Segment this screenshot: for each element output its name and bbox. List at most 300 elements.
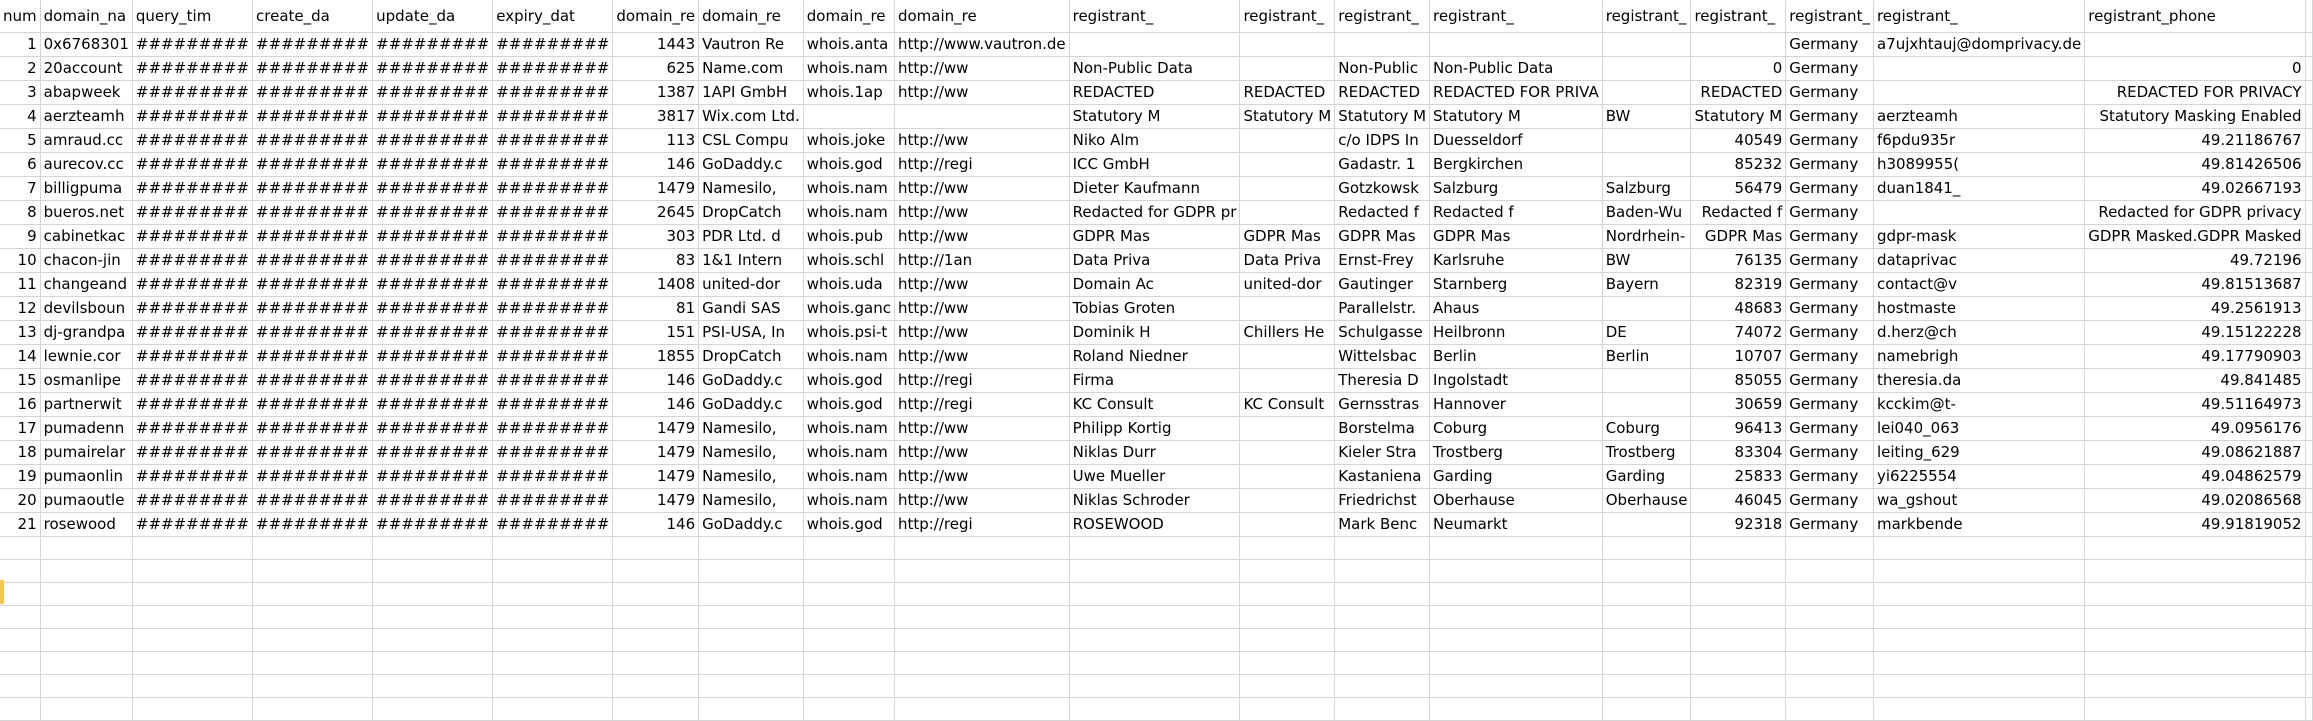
table-cell[interactable]: 74072 <box>1691 321 1786 345</box>
empty-cell[interactable] <box>1602 560 1691 583</box>
table-cell[interactable]: 16 <box>0 393 40 417</box>
table-cell[interactable]: Trostberg <box>1430 441 1603 465</box>
table-cell[interactable]: KC Consult <box>1240 393 1335 417</box>
empty-cell[interactable] <box>1430 652 1603 675</box>
table-cell[interactable]: Bayern <box>1602 273 1691 297</box>
table-cell[interactable]: ######### <box>132 153 252 177</box>
empty-cell[interactable] <box>1602 583 1691 606</box>
table-cell[interactable]: Germany <box>1786 297 1874 321</box>
table-cell[interactable]: 8 <box>0 201 40 225</box>
empty-cell[interactable] <box>1335 629 1430 652</box>
empty-cell[interactable] <box>1873 606 2084 629</box>
empty-cell[interactable] <box>699 560 804 583</box>
table-cell[interactable]: Germany <box>1786 81 1874 105</box>
table-cell[interactable]: 4 <box>0 105 40 129</box>
table-cell[interactable]: http://regi <box>894 369 1069 393</box>
empty-cell[interactable] <box>894 652 1069 675</box>
table-cell[interactable]: KC Consult <box>1069 393 1240 417</box>
table-cell[interactable]: 49.17790903 <box>2085 345 2305 369</box>
table-cell[interactable]: yi6225554 <box>1873 465 2084 489</box>
empty-cell[interactable] <box>1691 606 1786 629</box>
empty-cell[interactable] <box>1240 537 1335 560</box>
column-header[interactable]: registrant_phone <box>2085 0 2305 33</box>
empty-cell[interactable] <box>253 675 373 698</box>
table-cell[interactable]: GDPR Mas <box>1430 225 1603 249</box>
empty-cell[interactable] <box>1786 606 1874 629</box>
table-cell[interactable]: ######### <box>253 57 373 81</box>
empty-cell[interactable] <box>2085 675 2305 698</box>
table-cell[interactable]: Data Priva <box>1240 249 1335 273</box>
table-cell[interactable]: Uwe Mueller <box>1069 465 1240 489</box>
table-cell[interactable]: Salzburg <box>1430 177 1603 201</box>
table-cell[interactable]: devilsboun <box>40 297 132 321</box>
empty-cell[interactable] <box>1873 698 2084 721</box>
empty-cell[interactable] <box>2305 249 2312 273</box>
table-cell[interactable] <box>1602 153 1691 177</box>
empty-cell[interactable] <box>1602 675 1691 698</box>
table-cell[interactable]: ######### <box>493 129 613 153</box>
table-cell[interactable]: changeand <box>40 273 132 297</box>
table-cell[interactable]: 1479 <box>613 465 699 489</box>
table-cell[interactable]: ######### <box>373 369 493 393</box>
empty-cell[interactable] <box>1691 698 1786 721</box>
table-cell[interactable]: ######### <box>253 249 373 273</box>
table-cell[interactable]: ######### <box>132 273 252 297</box>
table-cell[interactable]: ######### <box>373 273 493 297</box>
table-cell[interactable]: whois.uda <box>803 273 894 297</box>
table-cell[interactable]: ######### <box>373 249 493 273</box>
empty-cell[interactable] <box>373 560 493 583</box>
empty-cell[interactable] <box>2305 33 2312 57</box>
table-cell[interactable] <box>1602 513 1691 537</box>
table-cell[interactable]: Statutory M <box>1335 105 1430 129</box>
empty-cell[interactable] <box>373 629 493 652</box>
table-cell[interactable]: 0x6768301 <box>40 33 132 57</box>
table-cell[interactable]: 1443 <box>613 33 699 57</box>
table-cell[interactable]: 12 <box>0 297 40 321</box>
empty-cell[interactable] <box>0 698 40 721</box>
empty-cell[interactable] <box>40 652 132 675</box>
table-cell[interactable]: http://ww <box>894 57 1069 81</box>
empty-cell[interactable] <box>1069 537 1240 560</box>
empty-cell[interactable] <box>493 606 613 629</box>
table-cell[interactable]: 1API GmbH <box>699 81 804 105</box>
table-cell[interactable]: 49.15122228 <box>2085 321 2305 345</box>
empty-cell[interactable] <box>1335 652 1430 675</box>
table-cell[interactable]: whois.ganc <box>803 297 894 321</box>
table-cell[interactable]: Friedrichst <box>1335 489 1430 513</box>
table-cell[interactable]: ######### <box>373 105 493 129</box>
empty-cell[interactable] <box>2305 201 2312 225</box>
table-cell[interactable]: 17 <box>0 417 40 441</box>
empty-cell[interactable] <box>1069 583 1240 606</box>
table-cell[interactable]: 19 <box>0 465 40 489</box>
table-cell[interactable]: ######### <box>253 33 373 57</box>
column-header[interactable]: num <box>0 0 40 33</box>
table-cell[interactable]: Redacted for GDPR pr <box>1069 201 1240 225</box>
table-cell[interactable]: lewnie.cor <box>40 345 132 369</box>
table-cell[interactable]: whois.nam <box>803 201 894 225</box>
table-cell[interactable]: partnerwit <box>40 393 132 417</box>
table-cell[interactable]: whois.1ap <box>803 81 894 105</box>
empty-cell[interactable] <box>1786 698 1874 721</box>
empty-cell[interactable] <box>613 652 699 675</box>
empty-cell[interactable] <box>1240 629 1335 652</box>
table-cell[interactable]: 303 <box>613 225 699 249</box>
table-cell[interactable]: ######### <box>132 177 252 201</box>
empty-cell[interactable] <box>493 537 613 560</box>
table-cell[interactable]: amraud.cc <box>40 129 132 153</box>
table-cell[interactable]: rosewood <box>40 513 132 537</box>
table-cell[interactable]: Germany <box>1786 153 1874 177</box>
empty-cell[interactable] <box>493 629 613 652</box>
table-cell[interactable]: GDPR Masked.GDPR Masked <box>2085 225 2305 249</box>
table-cell[interactable]: ######### <box>493 249 613 273</box>
empty-cell[interactable] <box>613 583 699 606</box>
empty-cell[interactable] <box>253 537 373 560</box>
empty-cell[interactable] <box>1873 652 2084 675</box>
empty-cell[interactable] <box>2305 297 2312 321</box>
table-cell[interactable]: Niko Alm <box>1069 129 1240 153</box>
empty-cell[interactable] <box>0 560 40 583</box>
table-cell[interactable]: a7ujxhtauj@domprivacy.de <box>1873 33 2084 57</box>
table-cell[interactable] <box>1240 417 1335 441</box>
table-cell[interactable]: BW <box>1602 105 1691 129</box>
table-cell[interactable]: Namesilo, <box>699 417 804 441</box>
empty-cell[interactable] <box>699 675 804 698</box>
column-header[interactable]: query_tim <box>132 0 252 33</box>
empty-cell[interactable] <box>2305 698 2312 721</box>
table-cell[interactable]: pumaoutle <box>40 489 132 513</box>
empty-cell[interactable] <box>1602 652 1691 675</box>
table-cell[interactable] <box>1240 441 1335 465</box>
table-cell[interactable]: 3 <box>0 81 40 105</box>
column-header[interactable]: domain_re <box>894 0 1069 33</box>
table-cell[interactable]: Germany <box>1786 321 1874 345</box>
table-cell[interactable]: ######### <box>373 441 493 465</box>
empty-cell[interactable] <box>2305 369 2312 393</box>
table-cell[interactable]: ######### <box>132 417 252 441</box>
table-cell[interactable]: ######### <box>132 81 252 105</box>
empty-cell[interactable] <box>2085 606 2305 629</box>
table-cell[interactable]: DropCatch <box>699 201 804 225</box>
table-cell[interactable] <box>1602 297 1691 321</box>
table-cell[interactable]: 85055 <box>1691 369 1786 393</box>
table-cell[interactable]: whois.nam <box>803 441 894 465</box>
table-cell[interactable]: ######### <box>373 513 493 537</box>
empty-cell[interactable] <box>894 675 1069 698</box>
empty-cell[interactable] <box>1240 583 1335 606</box>
table-cell[interactable]: GDPR Mas <box>1335 225 1430 249</box>
empty-cell[interactable] <box>894 698 1069 721</box>
empty-cell[interactable] <box>2305 606 2312 629</box>
table-cell[interactable]: Niklas Schroder <box>1069 489 1240 513</box>
empty-cell[interactable] <box>373 537 493 560</box>
table-cell[interactable]: ######### <box>132 513 252 537</box>
empty-cell[interactable] <box>2305 225 2312 249</box>
table-cell[interactable] <box>1240 33 1335 57</box>
table-cell[interactable]: Chillers He <box>1240 321 1335 345</box>
table-cell[interactable] <box>1602 57 1691 81</box>
table-cell[interactable]: Wittelsbac <box>1335 345 1430 369</box>
table-cell[interactable]: Berlin <box>1430 345 1603 369</box>
table-cell[interactable]: http://ww <box>894 273 1069 297</box>
empty-cell[interactable] <box>1873 560 2084 583</box>
empty-cell[interactable] <box>40 583 132 606</box>
empty-cell[interactable] <box>1873 583 2084 606</box>
empty-cell[interactable] <box>132 652 252 675</box>
empty-cell[interactable] <box>1335 560 1430 583</box>
table-cell[interactable]: namebrigh <box>1873 345 2084 369</box>
table-cell[interactable]: ######### <box>493 393 613 417</box>
table-cell[interactable]: REDACTED <box>1240 81 1335 105</box>
table-cell[interactable]: Statutory M <box>1240 105 1335 129</box>
empty-cell[interactable] <box>613 560 699 583</box>
table-cell[interactable] <box>1240 465 1335 489</box>
table-cell[interactable]: Germany <box>1786 33 1874 57</box>
table-cell[interactable]: Namesilo, <box>699 177 804 201</box>
table-cell[interactable]: http://ww <box>894 201 1069 225</box>
table-cell[interactable]: ######### <box>493 105 613 129</box>
table-cell[interactable]: 30659 <box>1691 393 1786 417</box>
table-cell[interactable] <box>1873 201 2084 225</box>
empty-cell[interactable] <box>2305 57 2312 81</box>
table-cell[interactable]: BW <box>1602 249 1691 273</box>
table-cell[interactable]: ######### <box>373 153 493 177</box>
table-cell[interactable]: ######### <box>132 201 252 225</box>
table-cell[interactable]: ######### <box>253 465 373 489</box>
table-cell[interactable]: ######### <box>373 321 493 345</box>
table-cell[interactable]: ######### <box>373 33 493 57</box>
empty-cell[interactable] <box>699 606 804 629</box>
empty-cell[interactable] <box>1335 537 1430 560</box>
table-cell[interactable]: ######### <box>253 129 373 153</box>
table-cell[interactable]: 151 <box>613 321 699 345</box>
table-cell[interactable]: ######### <box>253 393 373 417</box>
table-cell[interactable]: http://regi <box>894 153 1069 177</box>
table-cell[interactable]: ######### <box>493 345 613 369</box>
table-cell[interactable]: wa_gshout <box>1873 489 2084 513</box>
empty-cell[interactable] <box>1069 560 1240 583</box>
table-cell[interactable]: 2 <box>0 57 40 81</box>
table-cell[interactable]: 1479 <box>613 489 699 513</box>
table-cell[interactable]: Germany <box>1786 273 1874 297</box>
table-cell[interactable]: 1479 <box>613 177 699 201</box>
empty-cell[interactable] <box>1873 537 2084 560</box>
table-cell[interactable]: pumadenn <box>40 417 132 441</box>
table-cell[interactable]: Bergkirchen <box>1430 153 1603 177</box>
empty-cell[interactable] <box>1430 560 1603 583</box>
table-cell[interactable]: Germany <box>1786 345 1874 369</box>
empty-cell[interactable] <box>132 675 252 698</box>
table-cell[interactable]: 14 <box>0 345 40 369</box>
empty-cell[interactable] <box>1069 675 1240 698</box>
table-cell[interactable]: http://1an <box>894 249 1069 273</box>
table-cell[interactable]: 1855 <box>613 345 699 369</box>
empty-cell[interactable] <box>803 583 894 606</box>
table-cell[interactable]: ######### <box>493 57 613 81</box>
table-cell[interactable]: ######### <box>132 321 252 345</box>
table-cell[interactable]: Gotzkowsk <box>1335 177 1430 201</box>
table-cell[interactable]: 1 <box>0 33 40 57</box>
table-cell[interactable]: ######### <box>132 105 252 129</box>
table-cell[interactable]: dataprivac <box>1873 249 2084 273</box>
table-cell[interactable]: lei040_063 <box>1873 417 2084 441</box>
table-cell[interactable]: 49.08621887 <box>2085 441 2305 465</box>
table-cell[interactable]: 15 <box>0 369 40 393</box>
table-cell[interactable]: Tobias Groten <box>1069 297 1240 321</box>
table-cell[interactable]: ######### <box>253 105 373 129</box>
table-cell[interactable]: http://ww <box>894 489 1069 513</box>
table-cell[interactable]: 20account <box>40 57 132 81</box>
table-cell[interactable]: whois.nam <box>803 177 894 201</box>
table-cell[interactable]: ######### <box>253 81 373 105</box>
table-cell[interactable]: Non-Public <box>1335 57 1430 81</box>
table-cell[interactable] <box>1240 201 1335 225</box>
empty-cell[interactable] <box>803 560 894 583</box>
table-cell[interactable]: united-dor <box>1240 273 1335 297</box>
table-cell[interactable]: 56479 <box>1691 177 1786 201</box>
empty-cell[interactable] <box>699 652 804 675</box>
table-cell[interactable]: GoDaddy.c <box>699 513 804 537</box>
table-cell[interactable]: http://ww <box>894 441 1069 465</box>
table-cell[interactable]: ######### <box>253 201 373 225</box>
empty-cell[interactable] <box>2305 465 2312 489</box>
empty-cell[interactable] <box>253 583 373 606</box>
table-cell[interactable]: Heilbronn <box>1430 321 1603 345</box>
table-cell[interactable]: ######### <box>493 225 613 249</box>
column-header[interactable]: create_da <box>253 0 373 33</box>
empty-cell[interactable] <box>2305 153 2312 177</box>
table-cell[interactable]: GoDaddy.c <box>699 153 804 177</box>
table-cell[interactable]: ######### <box>493 321 613 345</box>
table-cell[interactable]: 1479 <box>613 417 699 441</box>
table-cell[interactable]: Non-Public Data <box>1069 57 1240 81</box>
table-cell[interactable]: PDR Ltd. d <box>699 225 804 249</box>
table-cell[interactable]: leiting_629 <box>1873 441 2084 465</box>
table-cell[interactable]: abapweek <box>40 81 132 105</box>
table-cell[interactable]: Roland Niedner <box>1069 345 1240 369</box>
table-cell[interactable]: ######### <box>253 321 373 345</box>
table-cell[interactable]: ######### <box>132 33 252 57</box>
table-cell[interactable]: Germany <box>1786 489 1874 513</box>
empty-cell[interactable] <box>1430 629 1603 652</box>
table-cell[interactable]: http://ww <box>894 177 1069 201</box>
table-cell[interactable]: kcckim@t- <box>1873 393 2084 417</box>
table-cell[interactable]: Statutory M <box>1069 105 1240 129</box>
table-cell[interactable]: Germany <box>1786 249 1874 273</box>
empty-cell[interactable] <box>2305 513 2312 537</box>
table-cell[interactable] <box>1240 57 1335 81</box>
table-cell[interactable]: 13 <box>0 321 40 345</box>
empty-cell[interactable] <box>699 583 804 606</box>
empty-cell[interactable] <box>493 698 613 721</box>
column-header[interactable]: domain_re <box>613 0 699 33</box>
table-cell[interactable]: Germany <box>1786 465 1874 489</box>
table-cell[interactable]: ######### <box>253 273 373 297</box>
table-cell[interactable] <box>2085 33 2305 57</box>
table-cell[interactable]: 83 <box>613 249 699 273</box>
empty-cell[interactable] <box>894 629 1069 652</box>
table-cell[interactable]: whois.nam <box>803 345 894 369</box>
table-cell[interactable]: 81 <box>613 297 699 321</box>
empty-cell[interactable] <box>1335 583 1430 606</box>
column-header[interactable]: registrant_ <box>1240 0 1335 33</box>
table-cell[interactable] <box>1691 33 1786 57</box>
table-cell[interactable]: 96413 <box>1691 417 1786 441</box>
table-cell[interactable]: contact@v <box>1873 273 2084 297</box>
table-cell[interactable]: ######### <box>373 297 493 321</box>
table-cell[interactable] <box>1430 33 1603 57</box>
empty-cell[interactable] <box>803 537 894 560</box>
table-cell[interactable]: ICC GmbH <box>1069 153 1240 177</box>
empty-cell[interactable] <box>1602 537 1691 560</box>
empty-cell[interactable] <box>1430 606 1603 629</box>
table-cell[interactable]: Germany <box>1786 201 1874 225</box>
empty-cell[interactable] <box>1240 560 1335 583</box>
table-cell[interactable]: ######### <box>493 489 613 513</box>
table-cell[interactable]: Vautron Re <box>699 33 804 57</box>
table-cell[interactable]: ######### <box>253 177 373 201</box>
empty-cell[interactable] <box>253 698 373 721</box>
table-cell[interactable]: Nordrhein- <box>1602 225 1691 249</box>
empty-cell[interactable] <box>40 629 132 652</box>
column-header[interactable]: registrant_ <box>1602 0 1691 33</box>
empty-cell[interactable] <box>1786 629 1874 652</box>
column-header[interactable]: domain_na <box>40 0 132 33</box>
empty-cell[interactable] <box>2085 629 2305 652</box>
table-cell[interactable] <box>894 105 1069 129</box>
table-cell[interactable]: ######### <box>132 297 252 321</box>
table-cell[interactable]: ######### <box>493 177 613 201</box>
empty-cell[interactable] <box>373 606 493 629</box>
empty-cell[interactable] <box>699 537 804 560</box>
empty-cell[interactable] <box>1335 675 1430 698</box>
table-cell[interactable]: ######### <box>373 177 493 201</box>
table-cell[interactable]: bueros.net <box>40 201 132 225</box>
table-cell[interactable]: ######### <box>493 465 613 489</box>
table-cell[interactable]: Statutory Masking Enabled <box>2085 105 2305 129</box>
table-cell[interactable]: http://ww <box>894 417 1069 441</box>
empty-cell[interactable] <box>1335 606 1430 629</box>
empty-cell[interactable] <box>1430 537 1603 560</box>
table-cell[interactable]: Kieler Stra <box>1335 441 1430 465</box>
empty-cell[interactable] <box>493 583 613 606</box>
empty-cell[interactable] <box>2305 489 2312 513</box>
table-cell[interactable] <box>1602 81 1691 105</box>
table-cell[interactable] <box>803 105 894 129</box>
table-cell[interactable]: 25833 <box>1691 465 1786 489</box>
table-cell[interactable]: Neumarkt <box>1430 513 1603 537</box>
table-cell[interactable]: GDPR Mas <box>1069 225 1240 249</box>
empty-cell[interactable] <box>40 537 132 560</box>
table-cell[interactable]: Starnberg <box>1430 273 1603 297</box>
table-cell[interactable]: ######### <box>493 513 613 537</box>
empty-cell[interactable] <box>1240 675 1335 698</box>
column-header[interactable]: registrant_ <box>1873 0 2084 33</box>
table-cell[interactable]: ######### <box>493 417 613 441</box>
table-cell[interactable]: ######### <box>253 441 373 465</box>
empty-cell[interactable] <box>1602 698 1691 721</box>
table-cell[interactable]: GDPR Mas <box>1240 225 1335 249</box>
table-cell[interactable]: DE <box>1602 321 1691 345</box>
table-cell[interactable]: Gandi SAS <box>699 297 804 321</box>
table-cell[interactable]: Data Priva <box>1069 249 1240 273</box>
table-cell[interactable] <box>1873 81 2084 105</box>
table-cell[interactable]: whois.nam <box>803 465 894 489</box>
empty-cell[interactable] <box>0 606 40 629</box>
empty-cell[interactable] <box>493 652 613 675</box>
